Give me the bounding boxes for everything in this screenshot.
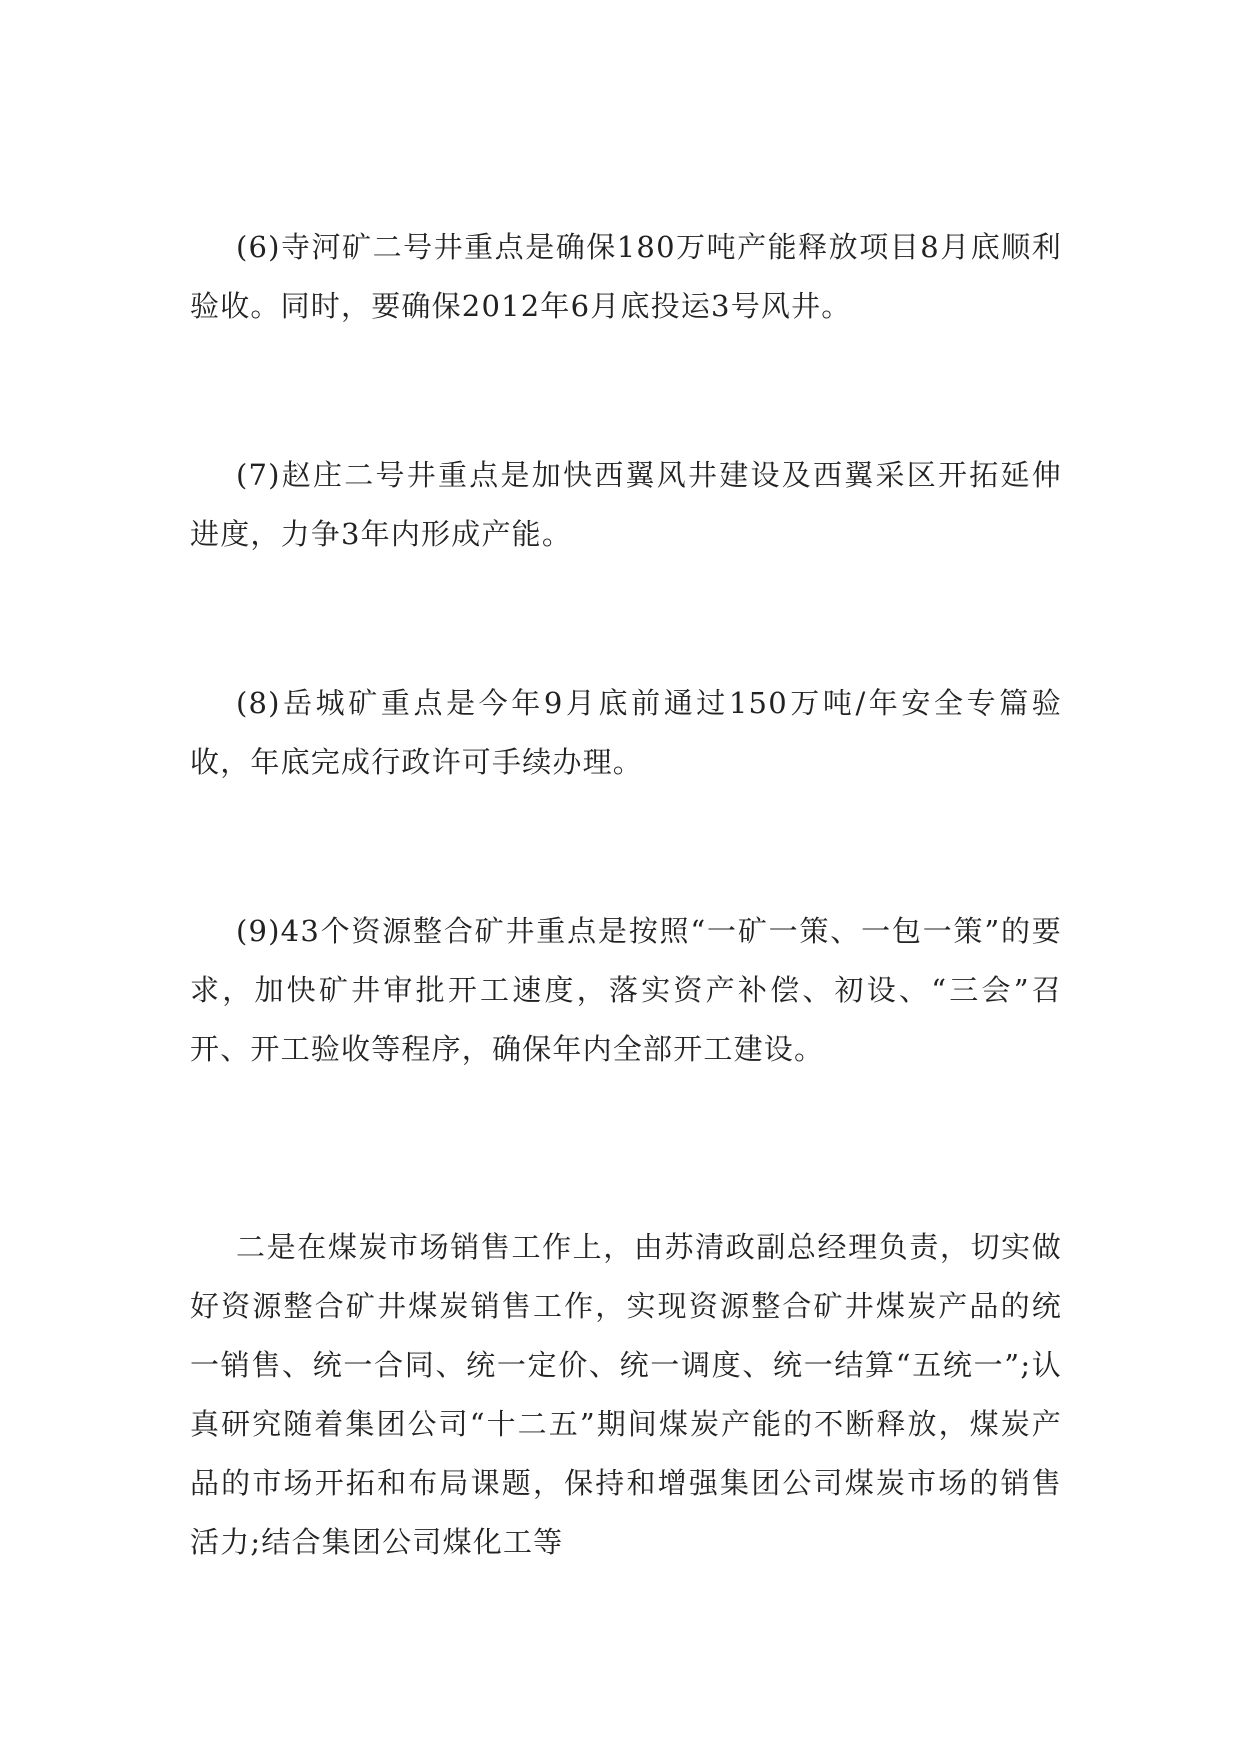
paragraph-coal-sales: 二是在煤炭市场销售工作上，由苏清政副总经理负责，切实做好资源整合矿井煤炭销售工作，实现资源整合矿井煤炭产品的统一销售、统一合同、统一定价、统一调度、统一结算“五统一”;认真研究随着集团公司“十二五”期间煤炭产能的不断释放，煤炭产品的市场开拓和布局课题，保持和增强集团公司煤炭市场的销售活力;结合集团公司煤化工等 xyxy=(190,1230,1062,1559)
paragraph-7-zhaozhuang-mine: (7)赵庄二号井重点是加快西翼风井建设及西翼采区开拓延伸进度，力争3年内形成产能。 xyxy=(190,458,1062,551)
paragraph-9-resource-integration: (9)43个资源整合矿井重点是按照“一矿一策、一包一策”的要求，加快矿井审批开工速度，落实资产补偿、初设、“三会”召开、开工验收等程序，确保年内全部开工建设。 xyxy=(190,914,1062,1066)
paragraph-8-yuecheng-mine: (8)岳城矿重点是今年9月底前通过150万吨/年安全专篇验收，年底完成行政许可手续办理。 xyxy=(190,686,1062,779)
paragraph-6-sihe-mine: (6)寺河矿二号井重点是确保180万吨产能释放项目8月底顺利验收。同时，要确保2012年6月底投运3号风井。 xyxy=(190,230,1062,323)
